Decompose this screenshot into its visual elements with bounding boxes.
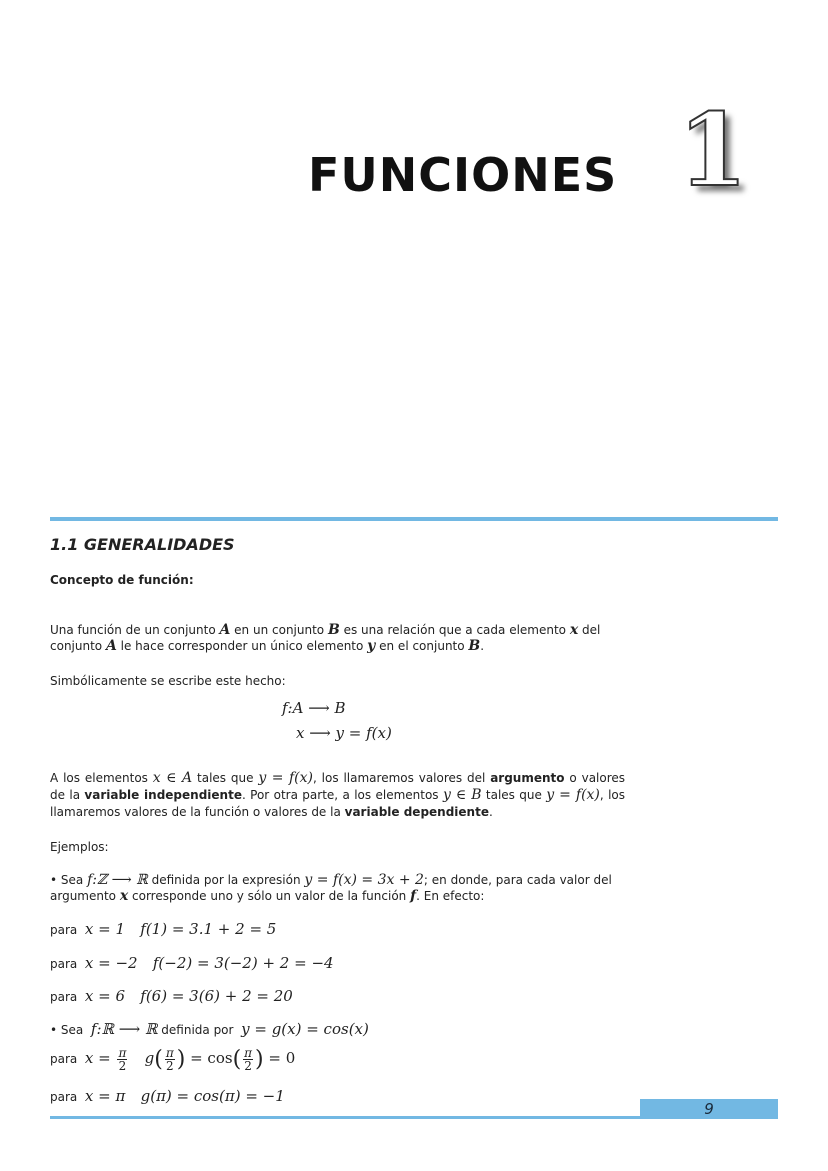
bold-term: variable dependiente	[344, 805, 489, 819]
math-B: B	[327, 622, 340, 638]
fraction	[243, 1047, 253, 1072]
text: definida por la expresión	[147, 873, 305, 887]
math: = 0	[263, 1049, 296, 1067]
formula-mapping: f:A ⟶ B	[282, 699, 346, 717]
fraction	[117, 1047, 127, 1072]
text: para	[50, 990, 78, 1004]
bullet: • Sea	[50, 873, 88, 887]
symbolic-intro: Simbólicamente se escribe este hecho:	[50, 674, 286, 688]
text: o valores de la	[50, 771, 626, 802]
text: es una relación que a cada elemento	[339, 623, 570, 637]
example-2-row: para x = $\frac{\pi}{2}$ g( $\frac{\pi}{2}$ ) = cos( $\frac{\pi}{2}$ ) = 0	[50, 1046, 296, 1073]
denominator: 2	[165, 1059, 174, 1073]
math: f(−2) = 3(−2) + 2 = −4	[152, 954, 334, 972]
math: = cos	[185, 1049, 233, 1067]
subheading: Concepto de función:	[50, 573, 194, 587]
text: le hace corresponder un único elemento	[116, 639, 368, 653]
math: f:ℤ ⟶ ℝ	[87, 872, 148, 888]
text: , los llamaremos valores de la función o valores de la	[50, 788, 626, 819]
example-1-intro	[50, 872, 625, 904]
footer-rule	[50, 1116, 640, 1119]
example-1-row	[50, 954, 334, 972]
text: . En efecto:	[416, 889, 485, 903]
section-divider	[50, 517, 778, 521]
math-x: x	[119, 888, 129, 904]
text: . Por otra parte, a los elementos	[241, 788, 443, 802]
text: para	[50, 1090, 78, 1104]
text: Una función de un conjunto	[50, 623, 220, 637]
math-A: A	[105, 638, 117, 654]
text: .	[488, 805, 493, 819]
text: para	[50, 957, 78, 971]
bold-term: variable independiente	[84, 788, 242, 802]
text: en el conjunto	[375, 639, 469, 653]
page-number: 9	[640, 1099, 778, 1119]
math: x = 1	[84, 920, 126, 938]
definition-paragraph	[50, 622, 625, 654]
text: del conjunto	[50, 623, 601, 653]
text: ; en donde, para cada valor del argumento	[50, 873, 612, 903]
math: g(π) = cos(π) = −1	[140, 1087, 285, 1105]
math: y = f(x)	[258, 770, 313, 786]
text: , los llamaremos valores del	[313, 771, 491, 785]
text: tales que	[481, 788, 547, 802]
bold-term: argumento	[490, 771, 565, 785]
math-x: x	[569, 622, 579, 638]
text: .	[480, 639, 485, 653]
example-2-row	[50, 1087, 285, 1105]
variables-paragraph	[50, 770, 625, 821]
math: y = g(x) = cos(x)	[241, 1020, 369, 1038]
denominator: 2	[118, 1059, 127, 1073]
numerator: π	[165, 1046, 174, 1060]
text: A los elementos	[50, 771, 153, 785]
example-1-row	[50, 987, 293, 1005]
formula-rule: x ⟶ y = f(x)	[296, 724, 392, 742]
text: tales que	[192, 771, 259, 785]
fraction	[165, 1047, 175, 1072]
bullet: • Sea	[50, 1023, 88, 1037]
math: f:ℝ ⟶ ℝ	[90, 1020, 158, 1038]
math-y: y	[367, 638, 376, 654]
math: x = 6	[84, 987, 126, 1005]
text: en un conjunto	[230, 623, 328, 637]
text: definida por	[157, 1023, 238, 1037]
chapter-title: FUNCIONES	[308, 148, 618, 202]
math: f(1) = 3.1 + 2 = 5	[140, 920, 277, 938]
example-2-intro	[50, 1020, 369, 1038]
math: y = f(x) = 3x + 2	[304, 872, 424, 888]
text: para	[50, 1052, 78, 1066]
example-1-row	[50, 920, 276, 938]
examples-label: Ejemplos:	[50, 840, 109, 854]
denominator: 2	[244, 1059, 252, 1073]
math: f(6) = 3(6) + 2 = 20	[140, 987, 293, 1005]
section-heading: 1.1 GENERALIDADES	[50, 535, 235, 554]
math: x = π	[84, 1087, 126, 1105]
numerator: π	[118, 1046, 127, 1060]
text: para	[50, 923, 78, 937]
math: x ∈ A	[152, 770, 193, 786]
chapter-number: 1	[678, 91, 748, 209]
text: corresponde uno y sólo un valor de la función	[128, 889, 411, 903]
math-f: f	[410, 888, 417, 904]
numerator: π	[244, 1046, 253, 1060]
math-B: B	[468, 638, 481, 654]
math: g	[144, 1049, 155, 1067]
math: x = −2	[84, 954, 138, 972]
math: x =	[84, 1049, 116, 1067]
math-A: A	[219, 622, 231, 638]
math: y = f(x)	[546, 787, 600, 803]
math: y ∈ B	[442, 787, 482, 803]
